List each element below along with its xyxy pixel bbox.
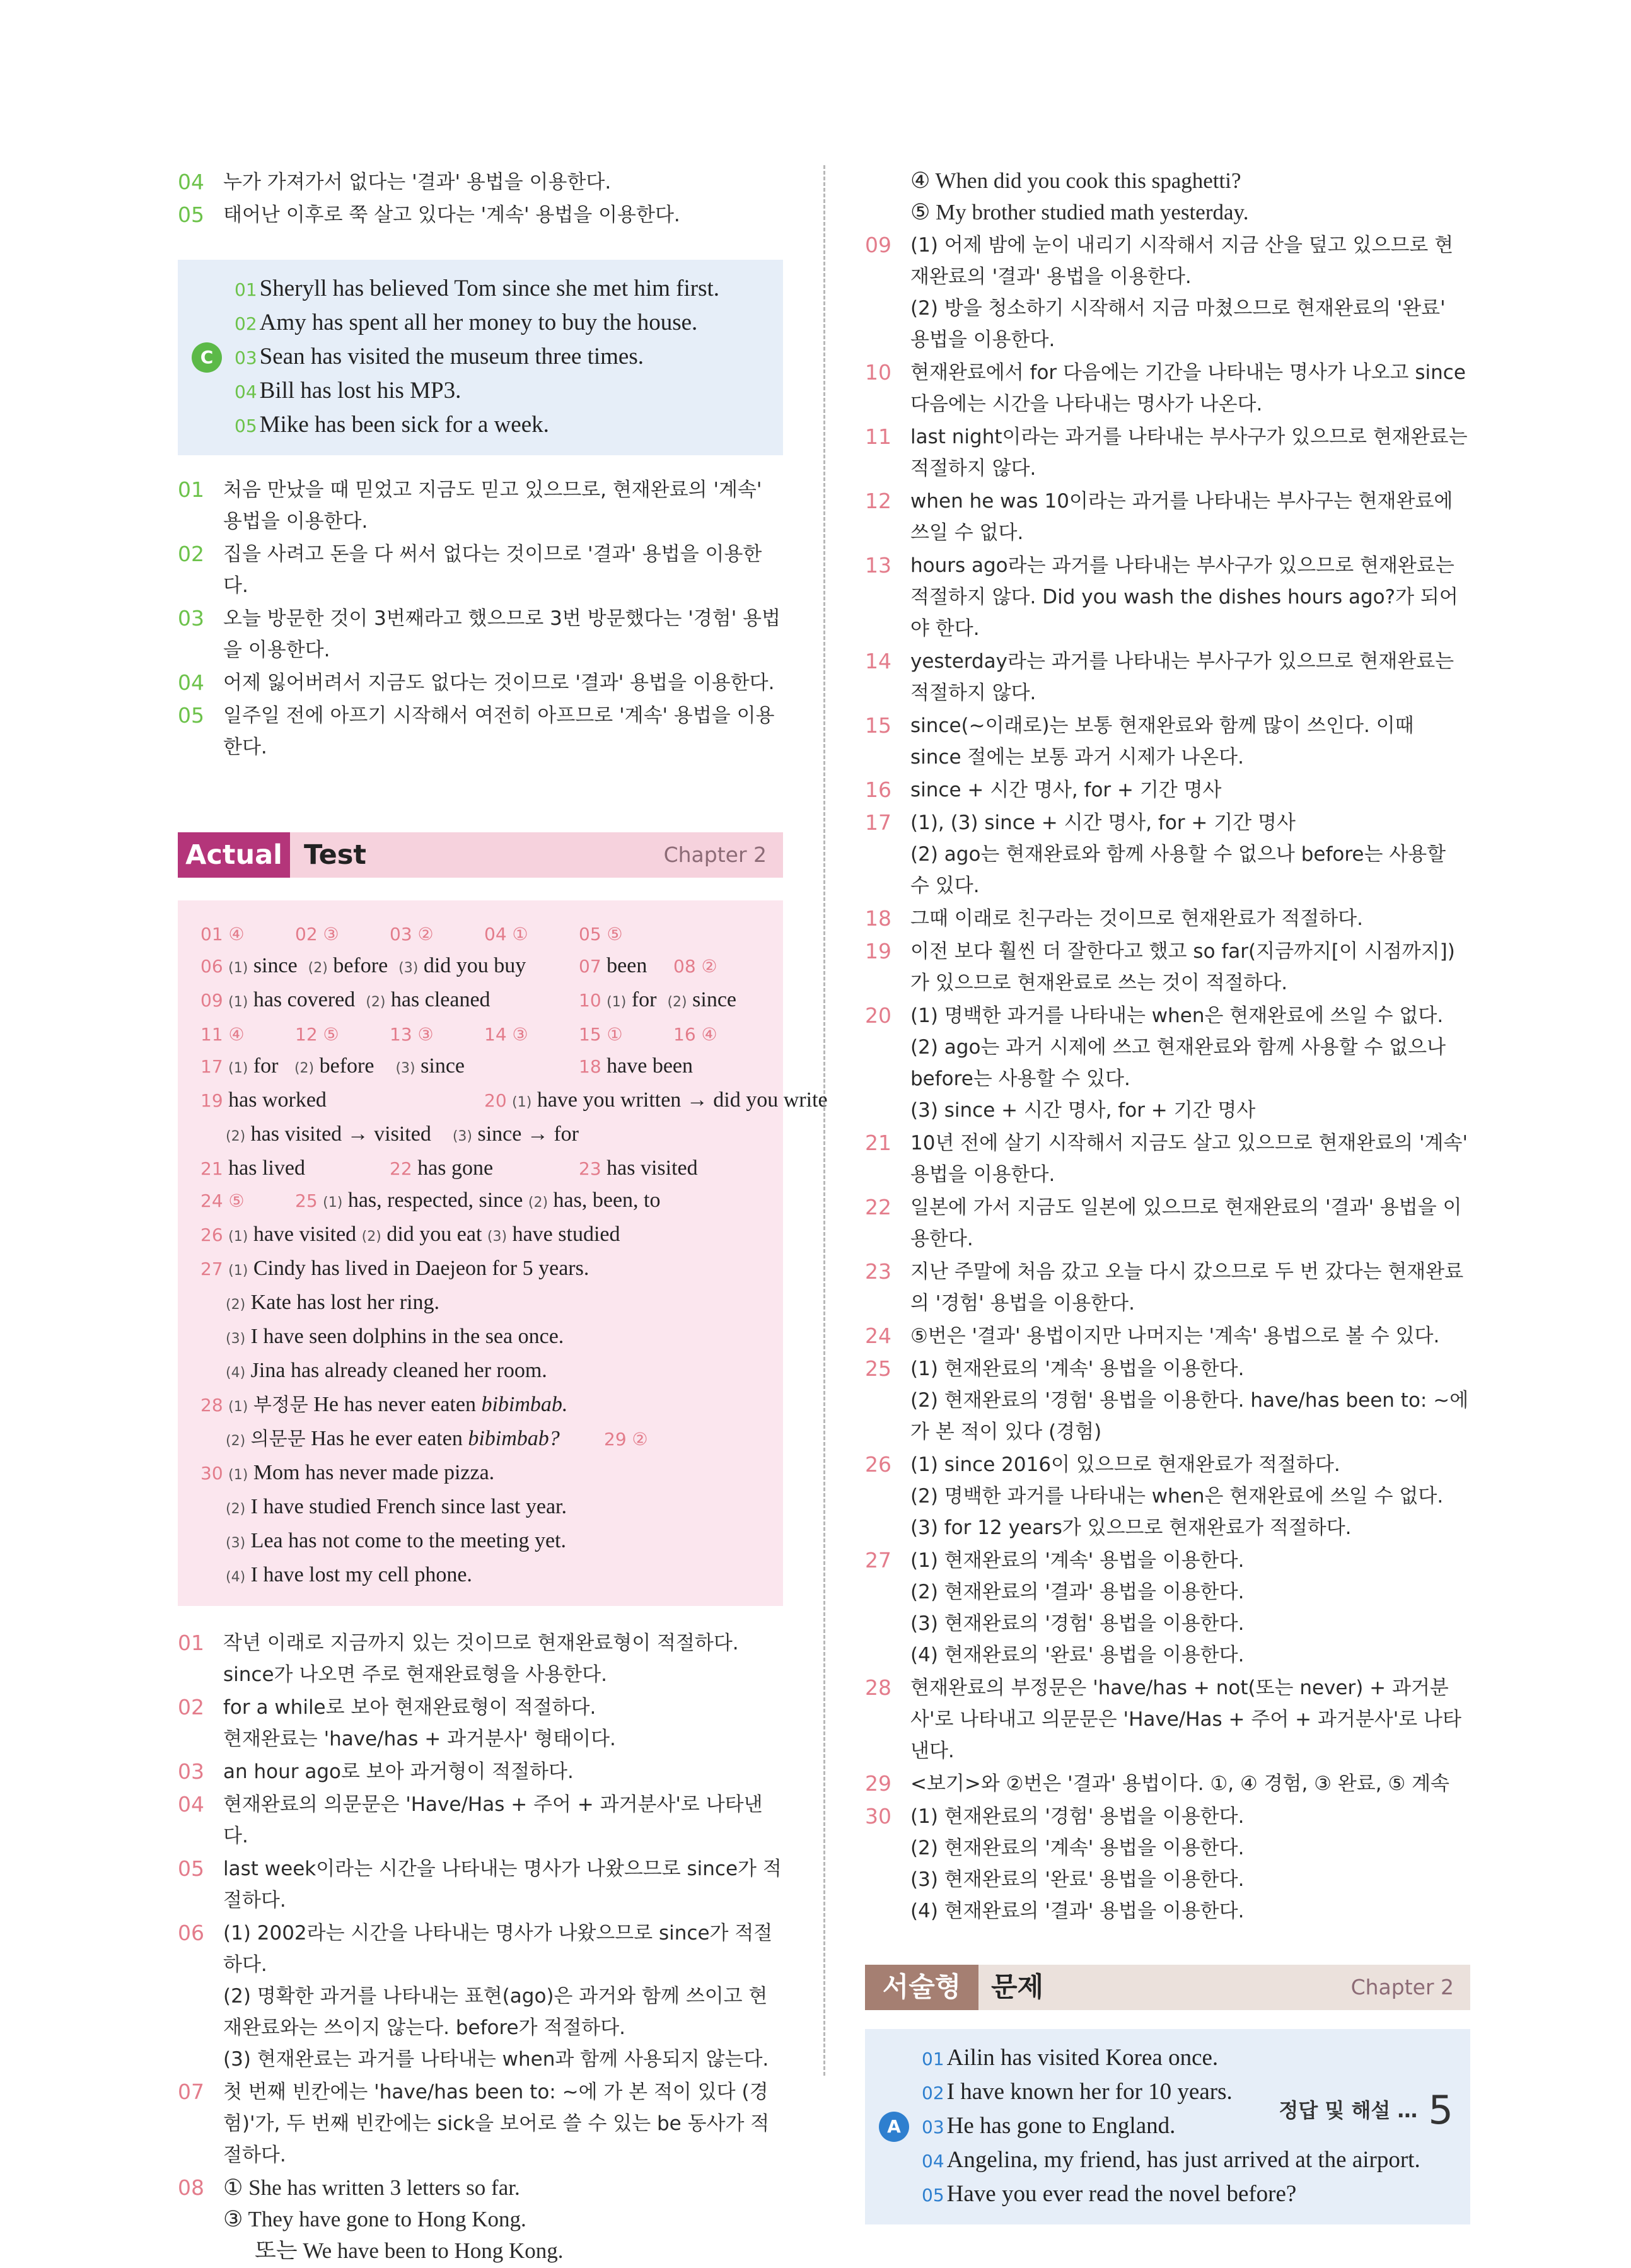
answer-key-row: (4) Jina has already cleaned her room.	[226, 1359, 547, 1382]
answer-row: 01 Ailin has visited Korea once.	[922, 2045, 1219, 2071]
explanation-item: 28 현재완료의 부정문은 'have/has + not(또는 never) + 과거분사'로 나타내고 의문문은 'Have/Has + 주어 + 과거분사'로 나타낸다.	[865, 1675, 1461, 1762]
answer-row: 04 Angelina, my friend, has just arrived at the airport.	[922, 2147, 1420, 2173]
explanation-item: 06 (1) 2002라는 시간을 나타내는 명사가 나왔으므로 since가 적절하다. (2) 명확한 과거를 나타내는 표현(ago)은 과거와 함께 쓰이고 현재완료와는 쓰이지 않는다. before가 적절하다. (3) 현재완료는 과거를 나타내는 when과 함께 사용되지 않는다.	[178, 1921, 773, 2071]
answer-key-row: (2) 의문문 Has he ever eaten bibimbab? 29 ②	[226, 1427, 648, 1450]
answer-row: 05 Mike has been sick for a week.	[235, 412, 549, 438]
left-column	[178, 165, 828, 2268]
answer-key-row: 19 has worked 20 (1) have you written → did you write	[200, 1088, 828, 1112]
answer-row: 03 He has gone to England.	[922, 2113, 1176, 2139]
footer-label: 정답 및 해설	[1279, 2098, 1391, 2122]
explanation-item: 04 어제 잃어버려서 지금도 없다는 것이므로 '결과' 용법을 이용한다.	[178, 670, 775, 695]
explanation-item: 04 현재완료의 의문문은 'Have/Has + 주어 + 과거분사'로 나타낸다.	[178, 1792, 763, 1847]
answer-key-row: (3) Lea has not come to the meeting yet.	[226, 1529, 567, 1552]
top-explanations	[178, 166, 783, 231]
answer-key-row: 09 (1) has covered (2) has cleaned 10 (1) for (2) since	[200, 988, 736, 1011]
explanation-item: 26 (1) since 2016이 있으므로 현재완료가 적절하다. (2) 명백한 과거를 나타내는 when은 현재완료에 쓰일 수 없다. (3) for 12 years가 있으므로 현재완료가 적절하다.	[865, 1452, 1444, 1539]
explanation-item: 13 hours ago라는 과거를 나타내는 부사구가 있으므로 현재완료는 적절하지 않다. Did you wash the dishes hours ago?가 되어야 한다.	[865, 553, 1458, 640]
explanation-item: 21 10년 전에 살기 시작해서 지금도 살고 있으므로 현재완료의 '계속' 용법을 이용한다.	[865, 1131, 1468, 1186]
header-label-left: Actual	[178, 832, 290, 878]
a-badge-icon: A	[879, 2112, 909, 2142]
explanation-item: 18 그때 이래로 친구라는 것이므로 현재완료가 적절하다.	[865, 906, 1363, 931]
option-line: ④ When did you cook this spaghetti?	[910, 168, 1241, 193]
answer-key-row: (2) I have studied French since last year.	[226, 1495, 567, 1518]
explanation-item: 19 이전 보다 훨씬 더 잘한다고 했고 so far(지금까지[이 시점까지])가 있으므로 현재완료로 쓰는 것이 적절하다.	[865, 939, 1455, 994]
answer-row: 05 Have you ever read the novel before?	[922, 2181, 1297, 2207]
explanation-item: 14 yesterday라는 과거를 나타내는 부사구가 있으므로 현재완료는 적절하지 않다.	[865, 649, 1454, 704]
answer-key-row: 01 ④ 02 ③ 03 ② 04 ① 05 ⑤	[200, 924, 623, 945]
option-line: ⑤ My brother studied math yesterday.	[910, 200, 1249, 224]
answer-row: 02 I have known her for 10 years.	[922, 2079, 1233, 2105]
explanation-item: 24 ⑤번은 '결과' 용법이지만 나머지는 '계속' 용법으로 볼 수 있다.	[865, 1323, 1440, 1348]
right-column	[865, 165, 1470, 2243]
answer-key-row: (3) I have seen dolphins in the sea once.	[226, 1325, 564, 1348]
explanation-item: 20 (1) 명백한 과거를 나타내는 when은 현재완료에 쓰일 수 없다. (2) ago는 과거 시제에 쓰고 현재완료와 함께 사용할 수 없으나 before는 사용할 수 있다. (3) since + 시간 명사, for + 기간 명사	[865, 1003, 1446, 1122]
explanation-item: 07 첫 번째 빈칸에는 'have/has been to: ~에 가 본 적이 있다 (경험)'가, 두 번째 빈칸에는 sick을 보어로 쓸 수 있는 be 동사가 적절하다.	[178, 2079, 770, 2166]
explanation-item: 22 일본에 가서 지금도 일본에 있으므로 현재완료의 '결과' 용법을 이용한다.	[865, 1195, 1462, 1250]
answer-row: 03 Sean has visited the museum three times.	[235, 344, 644, 369]
header-label-left: 서술형	[865, 1965, 978, 2010]
chapter-label: Chapter 2	[1350, 1975, 1454, 1999]
explanation-item: 02 집을 사려고 돈을 다 써서 없다는 것이므로 '결과' 용법을 이용한다.	[178, 542, 762, 597]
explanation-item: 03 오늘 방문한 것이 3번째라고 했으므로 3번 방문했다는 '경험' 용법을 이용한다.	[178, 606, 781, 661]
answer-row: 01 Sheryll has believed Tom since she met him first.	[235, 276, 720, 301]
answer-key-row: 27 (1) Cindy has lived in Daejeon for 5 years.	[200, 1257, 589, 1280]
right-explanations	[865, 230, 1470, 1927]
answer-key-row: 21 has lived 22 has gone 23 has visited	[200, 1156, 698, 1180]
explanation-item: 25 (1) 현재완료의 '계속' 용법을 이용한다. (2) 현재완료의 '경험' 용법을 이용한다. have/has been to: ~에 가 본 적이 있다 (경험)	[865, 1356, 1469, 1443]
continued-options	[865, 165, 1470, 228]
explanation-item: 17 (1), (3) since + 시간 명사, for + 기간 명사 (2) ago는 현재완료와 함께 사용할 수 없으나 before는 사용할 수 있다.	[865, 810, 1446, 897]
answer-key-row: 11 ④ 12 ⑤ 13 ③ 14 ③ 15 ① 16 ④	[200, 1024, 717, 1045]
c-explanations	[178, 474, 783, 763]
answer-row: 02 Amy has spent all her money to buy the house.	[235, 310, 698, 335]
page-footer	[1279, 2087, 1453, 2133]
answer-key-row: 24 ⑤ 25 (1) has, respected, since (2) has, been, to	[200, 1189, 661, 1212]
test-explanations	[178, 1627, 783, 2267]
header-label-right: Test	[304, 839, 366, 871]
explanation-item: 05 일주일 전에 아프기 시작해서 여전히 아프므로 '계속' 용법을 이용한다.	[178, 703, 775, 759]
explanation-item: 05 last week이라는 시간을 나타내는 명사가 나왔으므로 since가 적절하다.	[178, 1856, 782, 1912]
explanation-item: 30 (1) 현재완료의 '경험' 용법을 이용한다. (2) 현재완료의 '계속' 용법을 이용한다. (3) 현재완료의 '완료' 용법을 이용한다. (4) 현재완료의 '결과' 용법을 이용한다.	[865, 1804, 1245, 1922]
answer-key-row: 30 (1) Mom has never made pizza.	[200, 1461, 495, 1484]
explanation-item: 01 처음 만났을 때 믿었고 지금도 믿고 있으므로, 현재완료의 '계속' 용법을 이용한다.	[178, 477, 762, 533]
answer-key-row: 17 (1) for (2) before (3) since 18 have been	[200, 1054, 694, 1078]
answer-row: 04 Bill has lost his MP3.	[235, 378, 461, 404]
answer-key-box	[178, 900, 828, 1606]
explanation-item: 05 태어난 이후로 쭉 살고 있다는 '계속' 용법을 이용한다.	[178, 202, 680, 227]
actual-test-header	[178, 832, 783, 878]
explanation-item: 02 for a while로 보아 현재완료형이 적절하다. 현재완료는 'have/has + 과거분사' 형태이다.	[178, 1695, 616, 1750]
explanation-item: 03 an hour ago로 보아 과거형이 적절하다.	[178, 1759, 574, 1784]
answer-box-c	[178, 260, 783, 455]
answer-key-row: (4) I have lost my cell phone.	[226, 1563, 472, 1586]
explanation-item: 10 현재완료에서 for 다음에는 기간을 나타내는 명사가 나오고 since 다음에는 시간을 나타내는 명사가 나온다.	[865, 360, 1466, 416]
answer-key-row: 26 (1) have visited (2) did you eat (3) have studied	[200, 1223, 620, 1246]
explanation-item: 01 작년 이래로 지금까지 있는 것이므로 현재완료형이 적절하다. since가 나오면 주로 현재완료형을 사용한다.	[178, 1631, 739, 1686]
explanation-item: 29 <보기>와 ②번은 '결과' 용법이다. ①, ④ 경험, ③ 완료, ⑤ 계속	[865, 1771, 1449, 1796]
explanation-item: 12 when he was 10이라는 과거를 나타내는 부사구는 현재완료에 쓰일 수 없다.	[865, 489, 1453, 544]
answer-key-row: (2) Kate has lost her ring.	[226, 1291, 439, 1314]
page-number: 5	[1428, 2087, 1453, 2133]
answer-key-row: 06 (1) since (2) before (3) did you buy 07 been 08 ②	[200, 954, 717, 977]
explanation-item: 27 (1) 현재완료의 '계속' 용법을 이용한다. (2) 현재완료의 '결과' 용법을 이용한다. (3) 현재완료의 '경험' 용법을 이용한다. (4) 현재완료의 '완료' 용법을 이용한다.	[865, 1548, 1245, 1666]
answer-key-row: (2) has visited → visited (3) since → for	[226, 1122, 579, 1146]
explanation-item: 15 since(~이래로)는 보통 현재완료와 함께 많이 쓰인다. 이때 since 절에는 보통 과거 시제가 나온다.	[865, 713, 1414, 769]
explanation-item: 16 since + 시간 명사, for + 기간 명사	[865, 777, 1222, 802]
answer-key-row: 28 (1) 부정문 He has never eaten bibimbab.	[200, 1393, 568, 1416]
explanation-item: 23 지난 주말에 처음 갔고 오늘 다시 갔으므로 두 번 갔다는 현재완료의 '경험' 용법을 이용한다.	[865, 1259, 1464, 1315]
explanation-item: 08 ① She has written 3 letters so far. ③ They have gone to Hong Kong. 또는 We have been to Hong Kong.	[178, 2175, 564, 2263]
explanation-item: 09 (1) 어제 밤에 눈이 내리기 시작해서 지금 산을 덮고 있으므로 현재완료의 '결과' 용법을 이용한다. (2) 방을 청소하기 시작해서 지금 마쳤으므로 현재완료의 '완료' 용법을 이용한다.	[865, 233, 1454, 351]
explanation-item: 04 누가 가져가서 없다는 '결과' 용법을 이용한다.	[178, 170, 612, 194]
header-label-right: 문제	[991, 1972, 1044, 2003]
chapter-label: Chapter 2	[663, 842, 767, 867]
c-badge-icon: C	[192, 342, 222, 373]
essay-header	[865, 1965, 1470, 2010]
column-divider	[823, 165, 825, 2076]
footer-dots: …	[1397, 2098, 1418, 2122]
explanation-item: 11 last night이라는 과거를 나타내는 부사구가 있으므로 현재완료는 적절하지 않다.	[865, 424, 1468, 480]
